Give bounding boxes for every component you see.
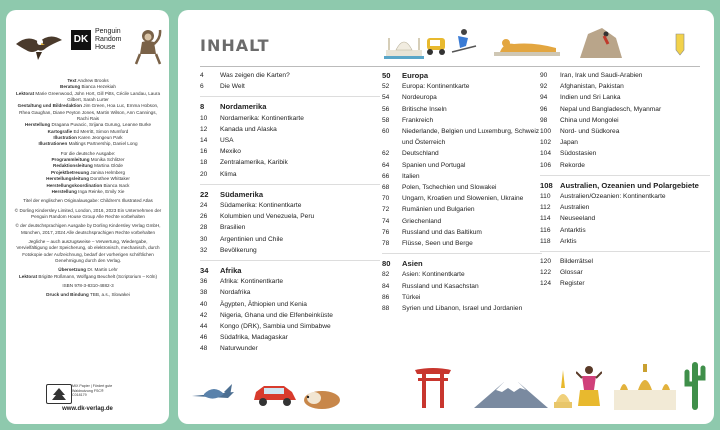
toc-entry-title: Arktis — [560, 237, 577, 245]
rock-climber-illustration — [578, 24, 624, 60]
toc-entry-title: Russland und Kasachstan — [402, 282, 479, 290]
toc-entry-title: Ungarn, Kroatien und Slowenien, Ukraine — [402, 195, 524, 203]
toc-entry-title: Naturwunder — [220, 345, 258, 353]
toc-entry — [382, 227, 542, 238]
toc-entry-title: Südafrika, Madagaskar — [220, 334, 288, 342]
toc-entry-title: Australien/Ozeanien: Kontinentkarte — [560, 193, 666, 201]
pencil-icon — [672, 32, 688, 56]
toc-entry-title: Australien — [560, 204, 590, 212]
toc-page-number: 102 — [540, 139, 552, 147]
toc-entry — [200, 245, 380, 256]
toc-page-number: 50 — [382, 71, 391, 80]
toc-section-heading — [382, 258, 542, 269]
toc-page-number: 32 — [200, 246, 208, 254]
toc-entry-title: Indien und Sri Lanka — [560, 94, 621, 102]
toc-entry-title: Deutschland — [402, 150, 439, 158]
toc-page-number: 38 — [200, 289, 208, 297]
toc-entry — [200, 169, 380, 180]
section-divider — [540, 175, 710, 176]
toc-entry-title: Frankreich — [402, 116, 434, 124]
toc-page-number: 24 — [200, 202, 208, 210]
toc-entry-title: Register — [560, 280, 585, 288]
toc-entry-title: Kanada und Alaska — [220, 125, 277, 133]
toc-entry — [540, 267, 710, 278]
credit-line: Herstellung Dragana Puvacic, Srijana Gurung, Leanne Burke — [24, 122, 152, 128]
toc-page-number: 98 — [540, 116, 548, 124]
credit-line: Herstellungskoordination Bianca Isack — [46, 182, 130, 188]
toc-page-number: 114 — [540, 215, 551, 223]
toc-page-number: 106 — [540, 161, 552, 169]
toc-entry — [200, 343, 380, 354]
toc-entry-title: Europa: Kontinentkarte — [402, 83, 470, 91]
publisher-url: www.dk-verlag.de — [62, 406, 113, 412]
toc-page-number: 40 — [200, 300, 208, 308]
toc-entry-title: Antarktis — [560, 226, 586, 234]
toc-entry — [200, 113, 380, 124]
tuk-tuk-illustration — [424, 34, 448, 58]
toc-page-number: 100 — [540, 128, 552, 136]
toc-entry-title: Bilderrätsel — [560, 258, 593, 266]
credit-line: Gestaltung und Bildredaktion Jim Green, Hoa Luc, Emma Hobson, Rhea Gaughan, Diane Peyton Jones, Martin Wilson, Ann Cannings, Rachi Rais — [17, 103, 159, 122]
toc-entry-title: Glossar — [560, 269, 583, 277]
credit-line: Herstellung Inga Reinke, Emily Xie — [51, 188, 125, 194]
toc-page-number: 122 — [540, 269, 552, 277]
toc-entry — [540, 278, 710, 289]
toc-column-2 — [382, 70, 542, 314]
toc-page-number: 42 — [200, 311, 208, 319]
toc-entry — [200, 211, 380, 222]
toc-entry-title: Kongo (DRK), Sambia und Simbabwe — [220, 323, 331, 331]
toc-entry — [540, 202, 710, 213]
cactus-illustration — [684, 358, 706, 412]
toc-entry-title: Argentinien und Chile — [220, 235, 284, 243]
toc-page-number: 22 — [200, 189, 209, 199]
toc-entry — [540, 236, 710, 247]
torii-gate-illustration — [414, 364, 452, 410]
toc-entry-title: Kolumbien und Venezuela, Peru — [220, 213, 315, 221]
contents-page — [178, 10, 714, 424]
section-divider — [200, 96, 380, 97]
toc-page-number: 118 — [540, 237, 551, 245]
header-divider — [200, 66, 700, 67]
toc-entry-title: Südamerika — [220, 189, 264, 199]
toc-entry — [540, 81, 710, 92]
section-divider — [200, 184, 380, 185]
toc-page-number: 26 — [200, 213, 208, 221]
toc-entry — [200, 146, 380, 157]
credit-line: Kartografie Ed Merritt, Simon Mumford — [47, 128, 129, 134]
penguin-random-house-logo: Penguin Random House — [95, 28, 122, 51]
toc-entry-title: Nordeuropa — [402, 94, 437, 102]
toc-page-number: 60 — [382, 128, 390, 136]
eagle-illustration — [14, 30, 64, 64]
red-car-illustration — [252, 382, 298, 408]
toc-page-number: 62 — [382, 150, 390, 158]
toc-page-number: 112 — [540, 204, 551, 212]
toc-entry-title: Iran, Irak und Saudi-Arabien — [560, 72, 643, 79]
toc-entry-title: Nordafrika — [220, 289, 251, 297]
toc-page-number: 4 — [200, 72, 204, 79]
toc-page-number: 78 — [382, 240, 390, 248]
credit-line: Lektorat Brigitte Rüßmann, Wolfgang Beuchelt (Scriptorium – Köln) — [18, 273, 158, 279]
toc-entry — [540, 191, 710, 202]
toc-entry-title: Südostasien — [560, 150, 597, 158]
toc-page-number: 58 — [382, 116, 390, 124]
toc-entry-title: Japan — [560, 139, 578, 147]
toc-entry — [382, 238, 542, 249]
toc-entry-title: Südamerika: Kontinentkarte — [220, 202, 302, 210]
toc-page-number: 94 — [540, 94, 548, 102]
toc-page-number: 84 — [382, 282, 390, 290]
credit-line: Titel der englischen Originalausgabe: Children's Illustrated Atlas — [23, 198, 153, 204]
reclining-buddha-illustration — [494, 34, 560, 58]
toc-column-1 — [200, 70, 380, 355]
toc-entry — [382, 292, 542, 303]
toc-entry-title: Die Welt — [220, 83, 245, 91]
toc-page-number: 16 — [200, 148, 208, 156]
toc-page-number: 108 — [540, 180, 553, 190]
toc-entry-title: Spanien und Portugal — [402, 161, 466, 169]
toc-entry — [540, 126, 710, 137]
toc-section-heading — [540, 180, 710, 191]
swordfish-illustration — [190, 380, 234, 410]
toc-page-number: 52 — [382, 83, 390, 91]
toc-page-number: 70 — [382, 195, 390, 203]
credit-line: Herstellungsleitung Dorothee Whittaker — [46, 176, 130, 182]
toc-page-number: 28 — [200, 224, 208, 232]
toc-entry-title: Afrika: Kontinentkarte — [220, 278, 284, 286]
toc-entry — [540, 115, 710, 126]
toc-page-number: 54 — [382, 94, 390, 102]
toc-entry — [382, 269, 542, 280]
toc-entry-title: Türkei — [402, 293, 421, 301]
toc-page-number: 74 — [382, 217, 390, 225]
credit-line: © Dorling Kindersley Limited, London, 2016, 2023 Ein Unternehmen der Penguin Random House Group Alle Rechte vorbehalten — [14, 207, 162, 219]
kremlin-churches-illustration — [610, 364, 680, 412]
credit-line: Beratung Bianca Hezekiah — [60, 84, 116, 90]
toc-page-number: 96 — [540, 105, 548, 113]
toc-page-number: 80 — [382, 259, 391, 269]
toc-entry — [200, 81, 380, 92]
toc-entry — [200, 299, 380, 310]
toc-entry-title: Zentralamerika, Karibik — [220, 159, 288, 167]
credit-line: Jegliche – auch auszugsweise – Verwertung, Wiedergabe, Vervielfältigung oder Speicherung, ob elektronisch, mechanisch, durch Fotokopie oder Aufzeichnung, bedarf der vorherigen schriftlichen Genehmigung durch den Verlag. — [16, 238, 160, 263]
toc-page-number: 90 — [540, 72, 548, 79]
toc-entry — [382, 81, 542, 92]
toc-page-number: 18 — [200, 159, 208, 167]
toc-entry — [200, 157, 380, 168]
toc-page-number: 46 — [200, 334, 208, 342]
skier-illustration — [448, 26, 478, 58]
dk-logo: DK — [71, 30, 91, 50]
toc-page-number: 14 — [200, 137, 208, 145]
monkey-illustration — [134, 28, 162, 66]
toc-page-number: 72 — [382, 206, 390, 214]
taj-mahal-illustration — [384, 28, 424, 60]
toc-entry — [382, 171, 542, 182]
toc-entry-title: Nordamerika — [220, 102, 267, 112]
toc-entry — [382, 148, 542, 159]
toc-entry — [540, 225, 710, 236]
fsc-logo-icon — [46, 384, 72, 404]
toc-entry — [200, 135, 380, 146]
toc-page-number: 10 — [200, 114, 208, 122]
toc-entry — [200, 276, 380, 287]
toc-entry-title: Nord- und Südkorea — [560, 128, 620, 136]
credit-line: Illustration Karen Jeongeun Park — [53, 135, 123, 141]
toc-page-number: 8 — [200, 102, 205, 112]
toc-entry — [382, 115, 542, 126]
toc-entry-title: Polen, Tschechien und Slowakei — [402, 184, 497, 192]
toc-entry-title: Bevölkerung — [220, 246, 257, 254]
toc-page-number: 36 — [200, 278, 208, 286]
toc-section-heading — [200, 189, 380, 200]
toc-page-number: 86 — [382, 293, 390, 301]
toc-page-number: 68 — [382, 184, 390, 192]
toc-page-number: 110 — [540, 193, 551, 201]
toc-entry-title: Nigeria, Ghana und die Elfenbeinküste — [220, 311, 333, 319]
toc-entry — [540, 137, 710, 148]
toc-entry — [200, 222, 380, 233]
toc-entry — [200, 70, 380, 81]
toc-entry — [382, 216, 542, 227]
toc-page-number: 104 — [540, 150, 552, 158]
toc-entry-title: Italien — [402, 172, 420, 180]
toc-entry-title: Europa — [402, 71, 429, 80]
toc-entry-title: Griechenland — [402, 217, 442, 225]
mount-fuji-illustration — [474, 376, 548, 410]
toc-page-number: 76 — [382, 228, 390, 236]
toc-page-number: 116 — [540, 226, 551, 234]
toc-entry-title: Russland und das Baltikum — [402, 228, 482, 236]
toc-entry — [382, 281, 542, 292]
toc-page-number: 44 — [200, 323, 208, 331]
toc-entry — [200, 234, 380, 245]
toc-entry-title: Ägypten, Äthiopien und Kenia — [220, 300, 307, 308]
toc-entry — [382, 182, 542, 193]
toc-entry — [540, 256, 710, 267]
toc-entry — [382, 303, 542, 314]
toc-page-number: 12 — [200, 125, 208, 133]
toc-section-heading — [200, 265, 380, 276]
toc-entry — [200, 287, 380, 298]
toc-entry — [540, 160, 710, 171]
credit-line: © der deutschsprachigen Ausgabe by Dorling Kindersley Verlag GmbH, München, 2017, 2024 Alle deutschsprachigen Rechte vorbehalten — [15, 223, 161, 235]
logo-area — [16, 28, 161, 68]
toc-page-number: 124 — [540, 280, 552, 288]
dancer-illustration — [576, 362, 602, 412]
toc-entry-title: Neuseeland — [560, 215, 596, 223]
credit-line: Illustrationen Maltings Partnership, Daniel Long — [38, 141, 138, 147]
toc-entry-title: Rumänien und Bulgarien — [402, 206, 475, 214]
credit-line: Übersetzung Dr. Martin Lehr — [58, 267, 118, 273]
toc-page-number: 56 — [382, 105, 390, 113]
toc-entry — [382, 193, 542, 204]
toc-entry-title: USA — [220, 137, 234, 145]
toc-entry — [540, 92, 710, 103]
toc-entry — [200, 124, 380, 135]
toc-entry-title: Syrien und Libanon, Israel und Jordanien — [402, 305, 523, 313]
credit-line: Für die deutsche Ausgabe: — [60, 150, 116, 156]
toc-entry-title: Flüsse, Seen und Berge — [402, 240, 473, 248]
credit-line: Text Andrew Brooks — [67, 78, 109, 83]
credit-line: Druck und Bindung TBB, a.s., Slowakei — [46, 292, 130, 298]
credit-line: ISBN 978-3-8310-4882-3 — [62, 282, 114, 288]
imprint-page — [6, 10, 169, 424]
fsc-label: MIX Papier | Fördert gute Waldnutzung FSC® C018179 — [72, 384, 113, 397]
toc-page-number: 30 — [200, 235, 208, 243]
toc-page-number: 34 — [200, 266, 209, 276]
credit-line: Projektbetreuung Janina Helmberg — [50, 169, 126, 175]
toc-entry-title: Afghanistan, Pakistan — [560, 83, 624, 91]
toc-entry-title: Klima — [220, 170, 237, 178]
toc-entry — [382, 204, 542, 215]
toc-entry — [200, 310, 380, 321]
toc-entry-title: China und Mongolei — [560, 116, 619, 124]
toc-entry-title: Brasilien — [220, 224, 246, 232]
credit-line: Lektorat Marie Greenwood, John Hort, Gill Pitts, Cécile Landau, Laura Gilbert, Sarah Lurter — [15, 90, 160, 103]
section-divider — [200, 260, 380, 261]
toc-entry — [540, 148, 710, 159]
section-divider — [382, 253, 542, 254]
toc-page-number: 120 — [540, 258, 552, 266]
credit-line: Redaktionsleitung Martina Glöde — [53, 163, 123, 169]
toc-section-heading — [200, 101, 380, 112]
credit-line: Programmleitung Monika Schlitzer — [51, 157, 125, 163]
toc-entry — [200, 332, 380, 343]
toc-page-number: 66 — [382, 172, 390, 180]
toc-page-number: 6 — [200, 83, 204, 91]
toc-entry-title: Nepal und Bangladesch, Myanmar — [560, 105, 662, 113]
toc-entry-title: Asien — [402, 259, 423, 269]
guinea-pig-illustration — [302, 388, 342, 410]
toc-entry-title: Australien, Ozeanien und Polargebiete — [560, 180, 699, 190]
toc-page-number: 82 — [382, 271, 390, 279]
toc-entry — [382, 160, 542, 171]
toc-section-heading — [382, 70, 542, 81]
toc-page-number: 20 — [200, 170, 208, 178]
toc-entry-title: Rekorde — [560, 161, 585, 169]
toc-entry-title: Afrika — [220, 266, 242, 276]
toc-entry — [540, 213, 710, 224]
toc-entry-title: Was zeigen die Karten? — [220, 72, 290, 79]
toc-page-number: 88 — [382, 305, 390, 313]
toc-page-number: 48 — [200, 345, 208, 353]
toc-entry-title: Asien: Kontinentkarte — [402, 271, 465, 279]
section-divider — [540, 251, 710, 252]
toc-entry-title: Nordamerika: Kontinentkarte — [220, 114, 304, 122]
toc-column-3 — [540, 70, 710, 290]
toc-entry — [200, 321, 380, 332]
toc-page-number: 92 — [540, 83, 548, 91]
toc-entry — [382, 104, 542, 115]
toc-entry — [200, 200, 380, 211]
toc-entry — [540, 70, 710, 81]
toc-entry-title: Britische Inseln — [402, 105, 447, 113]
toc-entry — [540, 104, 710, 115]
page-title: INHALT — [200, 36, 270, 55]
credits-block — [14, 78, 162, 299]
toc-entry-title: Niederlande, Belgien und Luxemburg, Schweiz und Österreich — [402, 128, 540, 147]
stupa-illustration — [552, 368, 574, 410]
toc-entry — [382, 92, 542, 103]
toc-entry — [382, 126, 542, 148]
toc-entry-title: Mexiko — [220, 148, 241, 156]
toc-page-number: 64 — [382, 161, 390, 169]
